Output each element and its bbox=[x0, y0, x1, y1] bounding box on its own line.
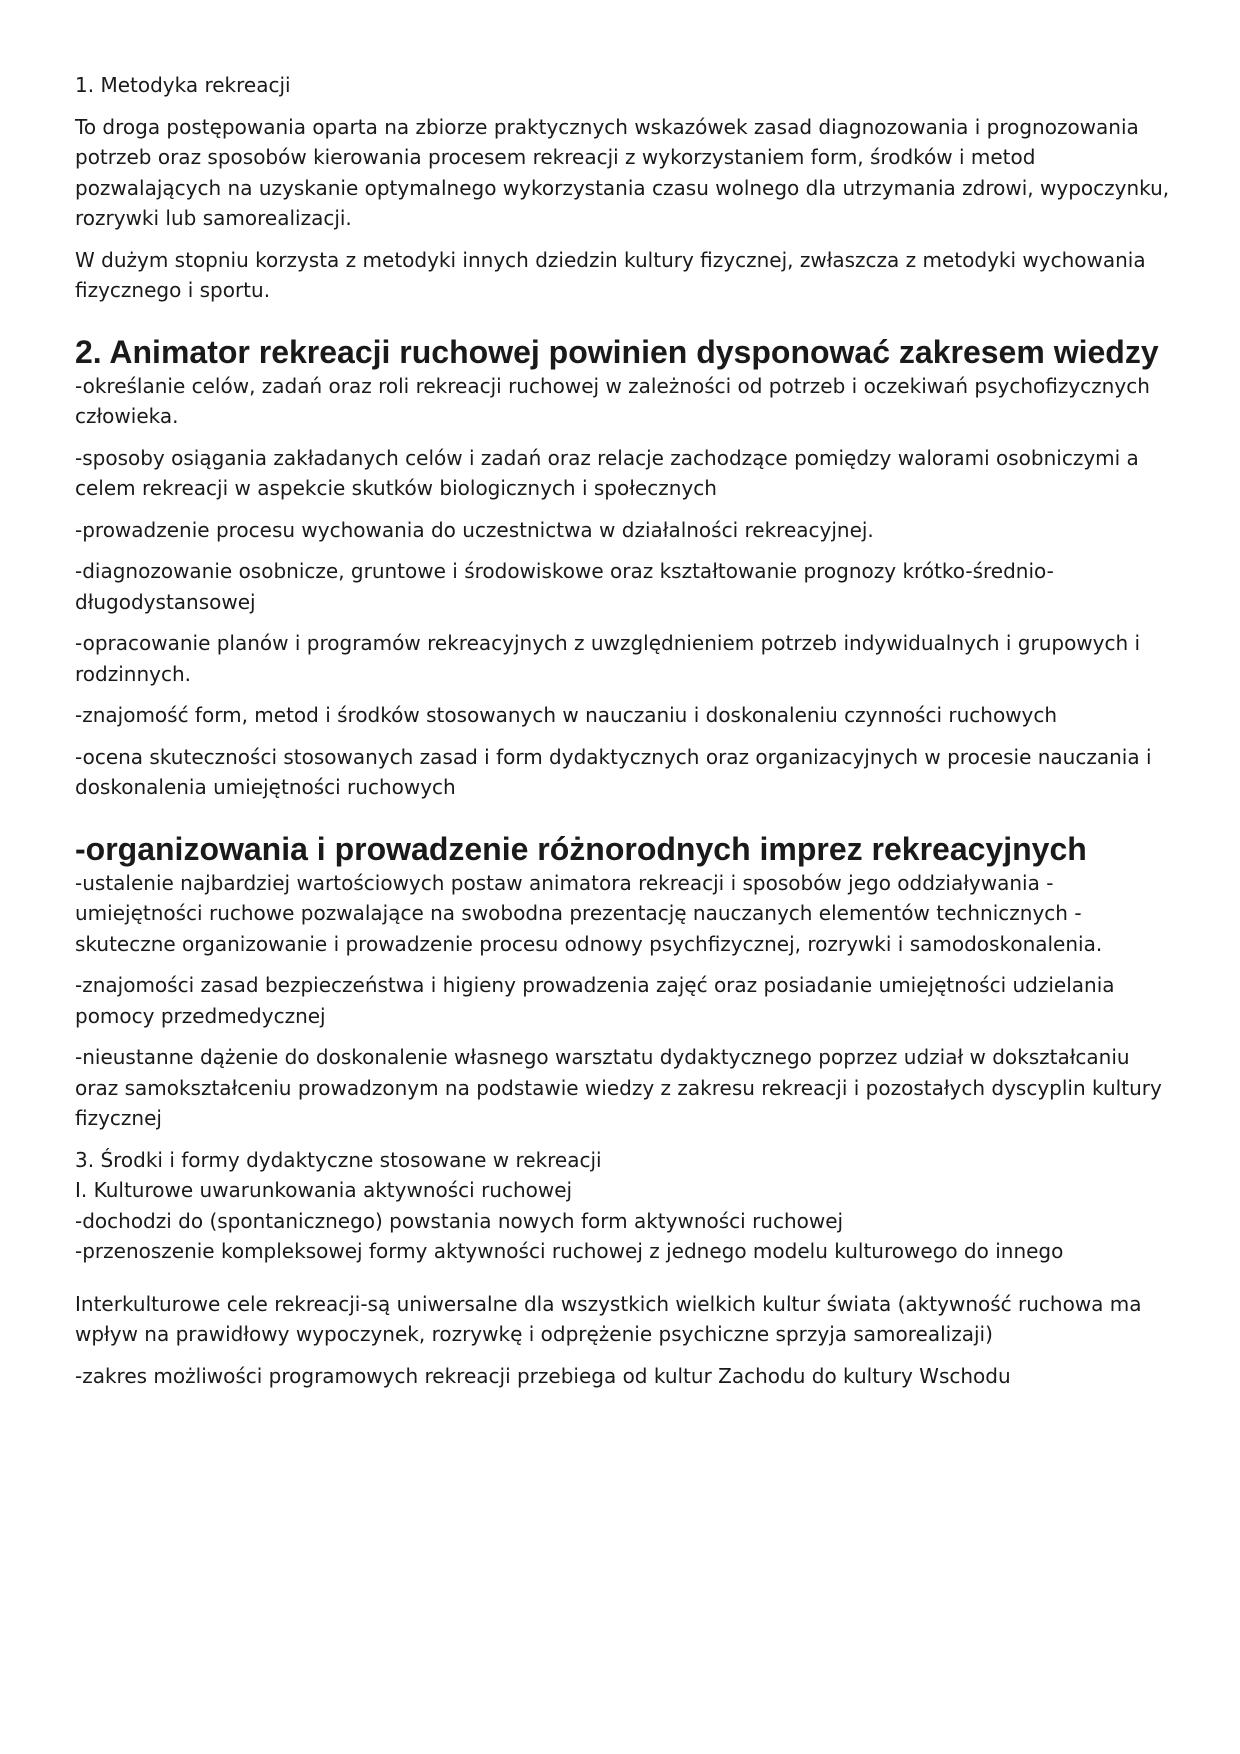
section-1-title: 1. Metodyka rekreacji bbox=[75, 73, 291, 97]
section-2-item-6: -znajomość form, metod i środków stosowanych w nauczaniu i doskonaleniu czynności ruchowych bbox=[75, 703, 1058, 727]
section-2-heading: 2. Animator rekreacji ruchowej powinien dysponować zakresem wiedzy bbox=[75, 333, 1159, 370]
section-4-paragraph-1: Interkulturowe cele rekreacji-są uniwersalne dla wszystkich wielkich kultur świata (aktywność ruchowa ma wpływ na prawidłowy wypoczynek, rozrywkę i odprężenie psychiczne sprzyja samorealizaji) bbox=[75, 1291, 1142, 1346]
section-3-item-3: -nieustanne dążenie do doskonalenie własnego warsztatu dydaktycznego poprzez udział w dokształcaniu oraz samokształceniu prowadzonym na podstawie wiedzy z zakresu rekreacji i pozostałych dyscyplin kultury fizycznej bbox=[75, 1045, 1162, 1130]
section-4-line-2: -dochodzi do (spontanicznego) powstania nowych form aktywności ruchowej bbox=[75, 1208, 844, 1233]
section-4-line-1: I. Kulturowe uwarunkowania aktywności ruchowej bbox=[75, 1178, 573, 1202]
section-2-item-7: -ocena skuteczności stosowanych zasad i form dydaktycznych oraz organizacyjnych w procesie nauczania i doskonalenia umiejętności ruchowych bbox=[75, 744, 1152, 799]
section-4-title: 3. Środki i formy dydaktyczne stosowane w rekreacji bbox=[75, 1147, 602, 1172]
section-4-paragraph-2: -zakres możliwości programowych rekreacji przebiega od kultur Zachodu do kultury Wschodu bbox=[75, 1363, 1011, 1388]
document-page bbox=[75, 70, 1175, 1402]
section-3-item-2: -znajomości zasad bezpieczeństwa i higieny prowadzenia zajęć oraz posiadanie umiejętności udzielania pomocy przedmedycznej bbox=[75, 973, 1115, 1028]
section-3-item-1: -ustalenie najbardziej wartościowych postaw animatora rekreacji i sposobów jego oddziaływania -umiejętności ruchowe pozwalające na swobodna prezentację nauczanych elementów technicznych -skuteczne organizowanie i prowadzenie procesu odnowy psychfizycznej, rozrywki i samodoskonalenia. bbox=[75, 870, 1103, 956]
section-2-item-4: -diagnozowanie osobnicze, gruntowe i środowiskowe oraz kształtowanie prognozy krótko-średnio-długodystansowej bbox=[75, 559, 1054, 614]
section-1-paragraph-1: To droga postępowania oparta na zbiorze praktycznych wskazówek zasad diagnozowania i prognozowania potrzeb oraz sposobów kierowania procesem rekreacji z wykorzystaniem form, środków i metod pozwalających na uzyskanie optymalnego wykorzystania czasu wolnego dla utrzymania zdrowi, wypoczynku, rozrywki lub samorealizacji. bbox=[75, 114, 1170, 230]
section-2-item-3: -prowadzenie procesu wychowania do uczestnictwa w działalności rekreacyjnej. bbox=[75, 517, 874, 542]
section-2-item-5: -opracowanie planów i programów rekreacyjnych z uwzględnieniem potrzeb indywidualnych i grupowych i rodzinnych. bbox=[75, 631, 1141, 686]
section-3-heading: -organizowania i prowadzenie różnorodnych imprez rekreacyjnych bbox=[75, 830, 1087, 867]
section-2-item-2: -sposoby osiągania zakładanych celów i zadań oraz relacje zachodzące pomiędzy walorami osobniczymi a celem rekreacji w aspekcie skutków biologicznych i społecznych bbox=[75, 445, 1139, 500]
section-4-line-3: -przenoszenie kompleksowej formy aktywności ruchowej z jednego modelu kulturowego do innego bbox=[75, 1239, 1064, 1263]
section-1-paragraph-2: W dużym stopniu korzysta z metodyki innych dziedzin kultury fizycznej, zwłaszcza z metodyki wychowania fizycznego i sportu. bbox=[75, 247, 1146, 302]
section-2-item-1: -określanie celów, zadań oraz roli rekreacji ruchowej w zależności od potrzeb i oczekiwań psychofizycznych człowieka. bbox=[75, 373, 1150, 428]
